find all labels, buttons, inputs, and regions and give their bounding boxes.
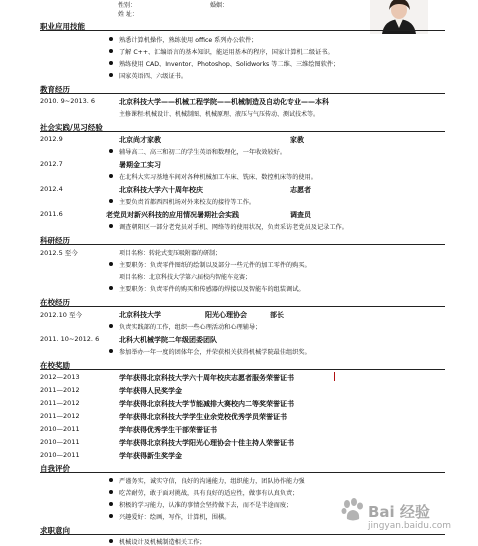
skill-item: 国家英语四、六级证书。 bbox=[119, 73, 188, 80]
gender-label: 性别： bbox=[118, 2, 137, 9]
school-org: 阳光心理协会 bbox=[205, 311, 247, 319]
education-school: 北京科技大学——机械工程学院——机械制造及自动化专业——本科 bbox=[119, 98, 329, 106]
section-school-title: 在校经历 bbox=[40, 298, 70, 307]
research-date: 2012.5 至今 bbox=[40, 249, 78, 257]
award-date: 2010—2011 bbox=[40, 438, 80, 446]
practice-date: 2012.4 bbox=[40, 185, 63, 193]
practice-date: 2012.7 bbox=[40, 160, 63, 168]
award-date: 2010—2011 bbox=[40, 451, 80, 459]
practice-title: 暑期金工实习 bbox=[119, 161, 161, 169]
section-research-title: 科研经历 bbox=[40, 236, 70, 245]
school-item: 参加举办一年一度的团体年会，并荣获相关获得机械学院最佳组织奖。 bbox=[119, 349, 311, 356]
skill-item: 熟练使用 CAD、Inventor、Photoshop、Solidworks 等二维、三维绘图软件； bbox=[119, 61, 340, 68]
intent-item: 机械设计及机械制造相关工作； bbox=[119, 539, 206, 546]
practice-title: 老党员对新兴科技的应用情况暑期社会实践 bbox=[106, 211, 239, 219]
section-rule bbox=[40, 30, 445, 31]
baidu-watermark bbox=[340, 497, 468, 537]
portrait-photo bbox=[370, 0, 428, 34]
section-rule bbox=[40, 472, 445, 473]
award-text: 学年获得北京科技大学学生业余党校优秀学员荣誉证书 bbox=[119, 413, 287, 421]
practice-role: 调查员 bbox=[290, 211, 311, 219]
school-item: 负责实践部的工作，组织一些心理活动和心理辅导； bbox=[119, 324, 262, 331]
practice-item: 主要负责首都西四机场对外来校友的接待等工作。 bbox=[119, 199, 256, 206]
practice-date: 2012.9 bbox=[40, 135, 63, 143]
award-date: 2011—2012 bbox=[40, 412, 80, 420]
section-practice-title: 社会实践/见习经验 bbox=[40, 123, 103, 132]
award-date: 2010—2011 bbox=[40, 425, 80, 433]
award-text: 学年获得新生奖学金 bbox=[119, 452, 182, 460]
award-date: 2012—2013 bbox=[40, 373, 80, 381]
paw-logo-icon bbox=[340, 497, 366, 523]
text-cursor bbox=[334, 372, 335, 381]
award-text: 学年获得北京科技大学阳光心理协会十佳主持人荣誉证书 bbox=[119, 439, 294, 447]
self-item: 吃苦耐劳，敢于面对挑战，具有良好的适应性，做事有认真负责； bbox=[119, 490, 299, 497]
research-line: 项目名称：转轮式变压吸附器的研制； bbox=[119, 250, 222, 257]
award-text: 学年获得优秀学生干部荣誉证书 bbox=[119, 426, 217, 434]
skill-item: 了解 C++、汇编语言的基本知识，能运用基本的程序，国家计算机二级证书。 bbox=[119, 49, 334, 56]
address-label: 姓 址： bbox=[118, 11, 138, 18]
section-intent-title: 求职意向 bbox=[40, 526, 70, 535]
section-education-title: 教育经历 bbox=[40, 85, 70, 94]
self-item: 严谨务实，诚实守信，良好的沟通能力，组织能力，团队协作能力强 bbox=[119, 478, 305, 485]
section-self-title: 自我评价 bbox=[40, 464, 70, 473]
self-item: 积极的学习能力，认准的事情会坚持做下去，而不是半途而废； bbox=[119, 502, 293, 509]
award-text: 学年获得北京科技大学六十周年校庆志愿者服务荣誉证书 bbox=[119, 374, 294, 382]
research-line: 主要职务：负责零件图纸的绘制以及部分一些元件的加工零件的购买。 bbox=[119, 262, 311, 269]
school-title: 北科大机械学院二年级团委团队 bbox=[119, 336, 217, 344]
practice-date: 2011.6 bbox=[40, 210, 63, 218]
section-skills-title: 职业应用技能 bbox=[40, 22, 85, 31]
school-role: 部长 bbox=[270, 311, 284, 319]
education-courses: 主修课程:机械设计、机械制图、机械原理、液压与气压传动、测试技术等。 bbox=[119, 111, 320, 118]
award-text: 学年获得人民奖学金 bbox=[119, 387, 182, 395]
status-label: 婚姻： bbox=[210, 2, 229, 9]
school-date: 2011. 10~2012. 6 bbox=[40, 335, 100, 343]
watermark-title: Bai 经验 bbox=[368, 503, 430, 521]
section-rule bbox=[40, 369, 445, 370]
practice-role: 志愿者 bbox=[290, 186, 311, 194]
watermark-url: jingyan.baidu.com bbox=[368, 521, 452, 531]
school-title: 北京科技大学 bbox=[119, 311, 161, 319]
award-text: 学年获得北京科技大学节能减排大赛校内二等奖荣誉证书 bbox=[119, 400, 294, 408]
self-item: 兴趣爱好：绘画，写作，计算机，围棋。 bbox=[119, 514, 231, 521]
practice-role: 家教 bbox=[290, 136, 304, 144]
school-date: 2012.10 至今 bbox=[40, 311, 82, 319]
research-line: 项目名称：北京科技大学第六届校内智能车竞赛； bbox=[119, 274, 252, 281]
education-date: 2010. 9~2013. 6 bbox=[40, 97, 96, 105]
section-rule bbox=[40, 244, 445, 245]
practice-item: 调查朝阳区一部分老党员对手机、网络等的使用状况，负责采访老党员及记录工作。 bbox=[119, 224, 348, 231]
practice-title: 北京科技大学六十周年校庆 bbox=[119, 186, 203, 194]
section-awards-title: 在校奖励 bbox=[40, 361, 70, 370]
practice-title: 北京尚才家教 bbox=[119, 136, 161, 144]
practice-item: 在北科大实习基地车间对各种机械加工车床、铣床、数控机床等的使用。 bbox=[119, 174, 317, 181]
practice-item: 辅导高二、高三和初二的学生英语和数理化，一年收效较好。 bbox=[119, 149, 287, 156]
section-rule bbox=[40, 93, 445, 94]
section-rule bbox=[40, 306, 445, 307]
award-date: 2011—2012 bbox=[40, 386, 80, 394]
section-rule bbox=[40, 131, 445, 132]
research-line: 主要职务：负责零件的购买和传感器的焊接以及智能车的组装调试。 bbox=[119, 286, 305, 293]
skill-item: 熟悉计算机操作，熟练使用 office 系列办公软件； bbox=[119, 37, 258, 44]
award-date: 2011—2012 bbox=[40, 399, 80, 407]
